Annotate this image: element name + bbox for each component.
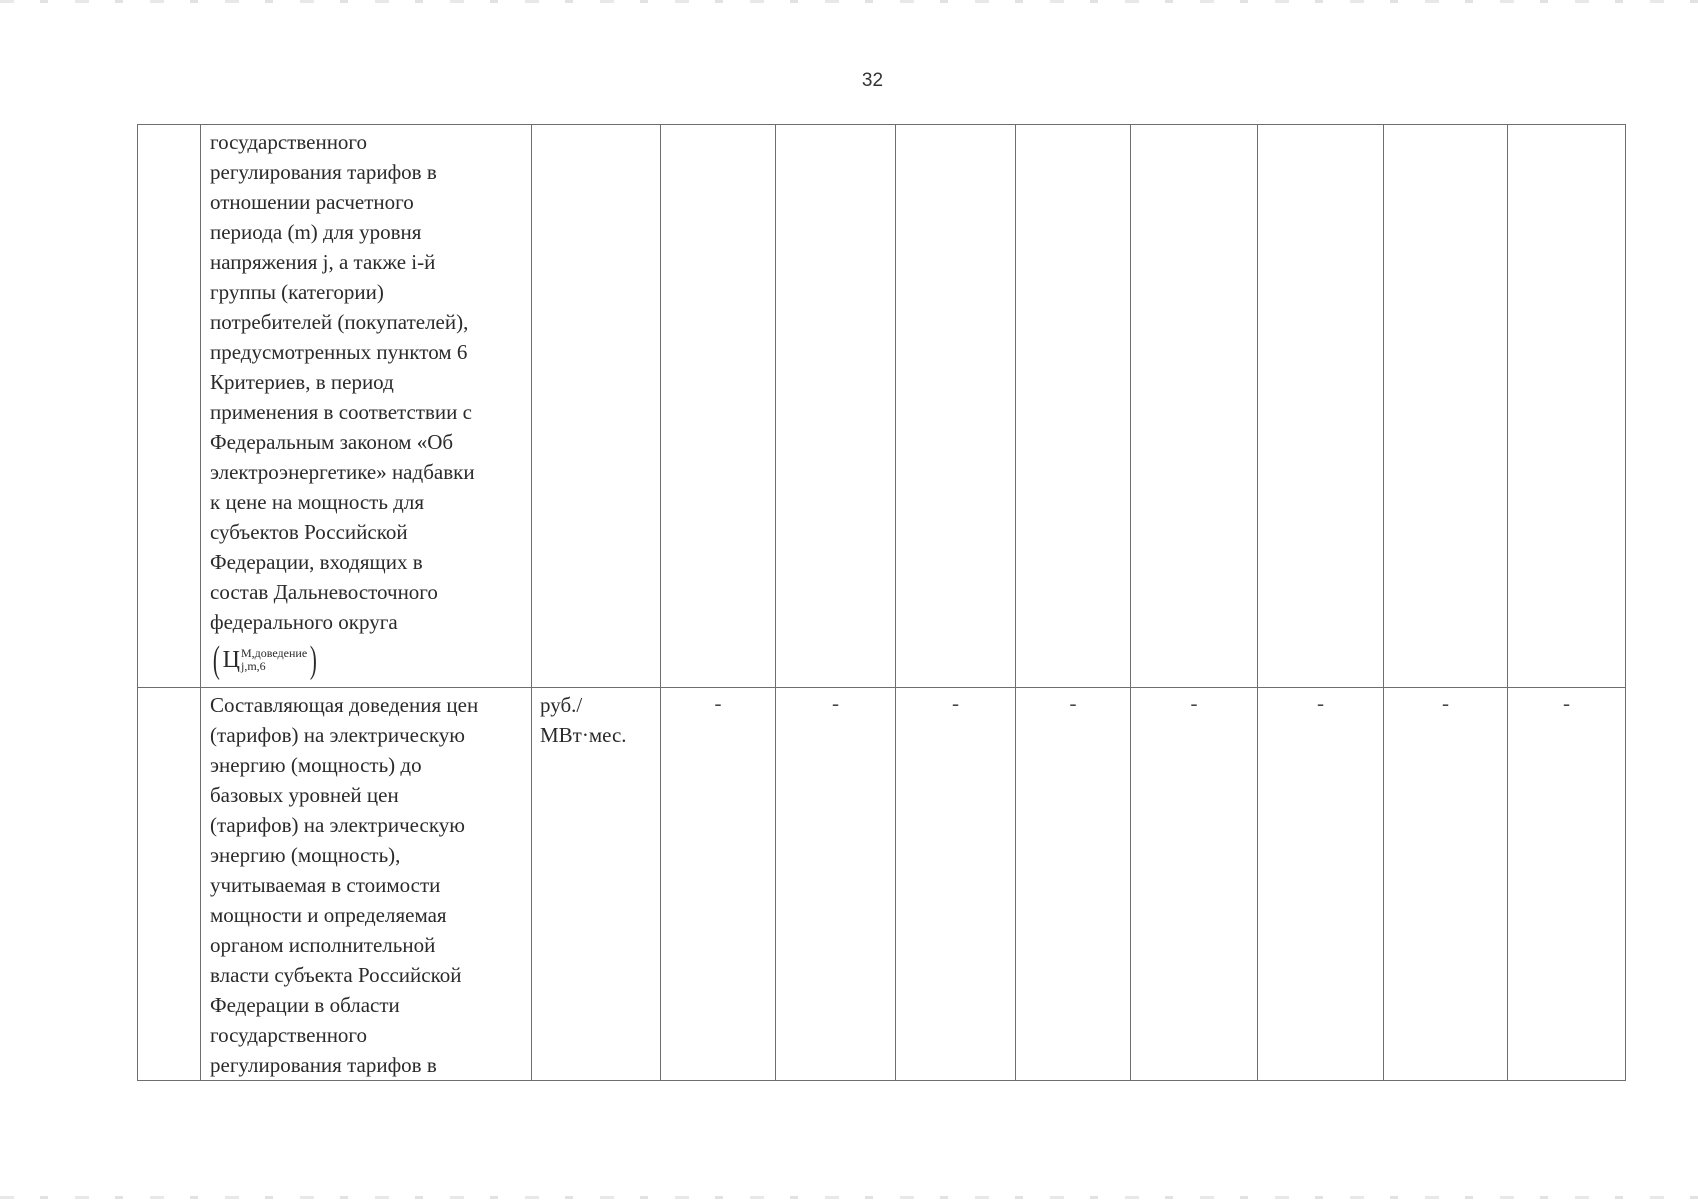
description-line: власти субъекта Российской <box>210 963 462 987</box>
description-line: энергию (мощность) до <box>210 753 422 777</box>
description-line: мощности и определяемая <box>210 903 447 927</box>
description-line: регулирования тарифов в <box>210 1053 437 1077</box>
description-line: учитываемая в стоимости <box>210 873 441 897</box>
scan-artifact-bottom <box>0 1196 1698 1199</box>
description-line: отношении расчетного <box>210 190 414 214</box>
value-cell <box>1131 125 1258 688</box>
formula-container <box>201 637 531 680</box>
formula-open-paren: ( <box>212 639 220 680</box>
description-line: состав Дальневосточного <box>210 580 438 604</box>
formula-subscript: j,m,6 <box>241 659 266 673</box>
description-line: базовых уровней цен <box>210 783 399 807</box>
row-number-cell <box>138 688 201 1081</box>
value-cell <box>896 125 1016 688</box>
formula-close-paren: ) <box>309 639 317 680</box>
description-line: органом исполнительной <box>210 933 436 957</box>
description-line: (тарифов) на электрическую <box>210 813 465 837</box>
unit-cell <box>532 688 661 1081</box>
unit-cell <box>532 125 661 688</box>
description-text <box>201 688 531 1080</box>
description-line: государственного <box>210 130 368 154</box>
formula <box>210 641 320 679</box>
description-cell <box>201 125 532 688</box>
table-row <box>138 688 1626 1081</box>
description-line: (тарифов) на электрическую <box>210 723 465 747</box>
description-line: государственного <box>210 1023 368 1047</box>
value-cell <box>1384 125 1508 688</box>
description-line: Федерации в области <box>210 993 400 1017</box>
value-cell <box>661 125 776 688</box>
description-line: к цене на мощность для <box>210 490 424 514</box>
row-number-cell <box>138 125 201 688</box>
unit-line: руб./ <box>540 693 583 717</box>
table-row <box>138 125 1626 688</box>
unit-line: МВт·мес. <box>540 723 627 747</box>
description-line: предусмотренных пунктом 6 <box>210 340 468 364</box>
tariff-table <box>137 124 1626 1081</box>
value-cell <box>1258 125 1384 688</box>
description-line: Критериев, в период <box>210 370 394 394</box>
description-line: Федеральным законом «Об <box>210 430 454 454</box>
description-line: периода (m) для уровня <box>210 220 422 244</box>
formula-scripts <box>241 641 307 673</box>
description-line: регулирования тарифов в <box>210 160 437 184</box>
description-line: энергию (мощность), <box>210 843 401 867</box>
description-line: потребителей (покупателей), <box>210 310 469 334</box>
value-cell: - <box>776 688 896 1081</box>
formula-symbol <box>223 641 307 679</box>
description-line: применения в соответствии с <box>210 400 472 424</box>
value-cell: - <box>1258 688 1384 1081</box>
value-cell <box>1508 125 1626 688</box>
formula-main-symbol: Ц <box>222 647 240 673</box>
description-line: федерального округа <box>210 610 398 634</box>
unit-text <box>532 688 660 750</box>
description-line: электроэнергетике» надбавки <box>210 460 475 484</box>
description-line: Составляющая доведения цен <box>210 693 479 717</box>
value-cell: - <box>1508 688 1626 1081</box>
value-cell <box>776 125 896 688</box>
scan-artifact-top <box>0 0 1698 3</box>
description-text <box>201 125 531 637</box>
description-cell <box>201 688 532 1081</box>
description-line: субъектов Российской <box>210 520 408 544</box>
value-cell: - <box>896 688 1016 1081</box>
value-cell: - <box>1016 688 1131 1081</box>
page-number: 32 <box>861 70 884 91</box>
value-cell <box>1016 125 1131 688</box>
value-cell: - <box>661 688 776 1081</box>
description-line: напряжения j, а также i-й <box>210 250 436 274</box>
value-cell: - <box>1131 688 1258 1081</box>
description-line: группы (категории) <box>210 280 384 304</box>
value-cell: - <box>1384 688 1508 1081</box>
description-line: Федерации, входящих в <box>210 550 423 574</box>
formula-superscript: М,доведение <box>241 646 308 660</box>
